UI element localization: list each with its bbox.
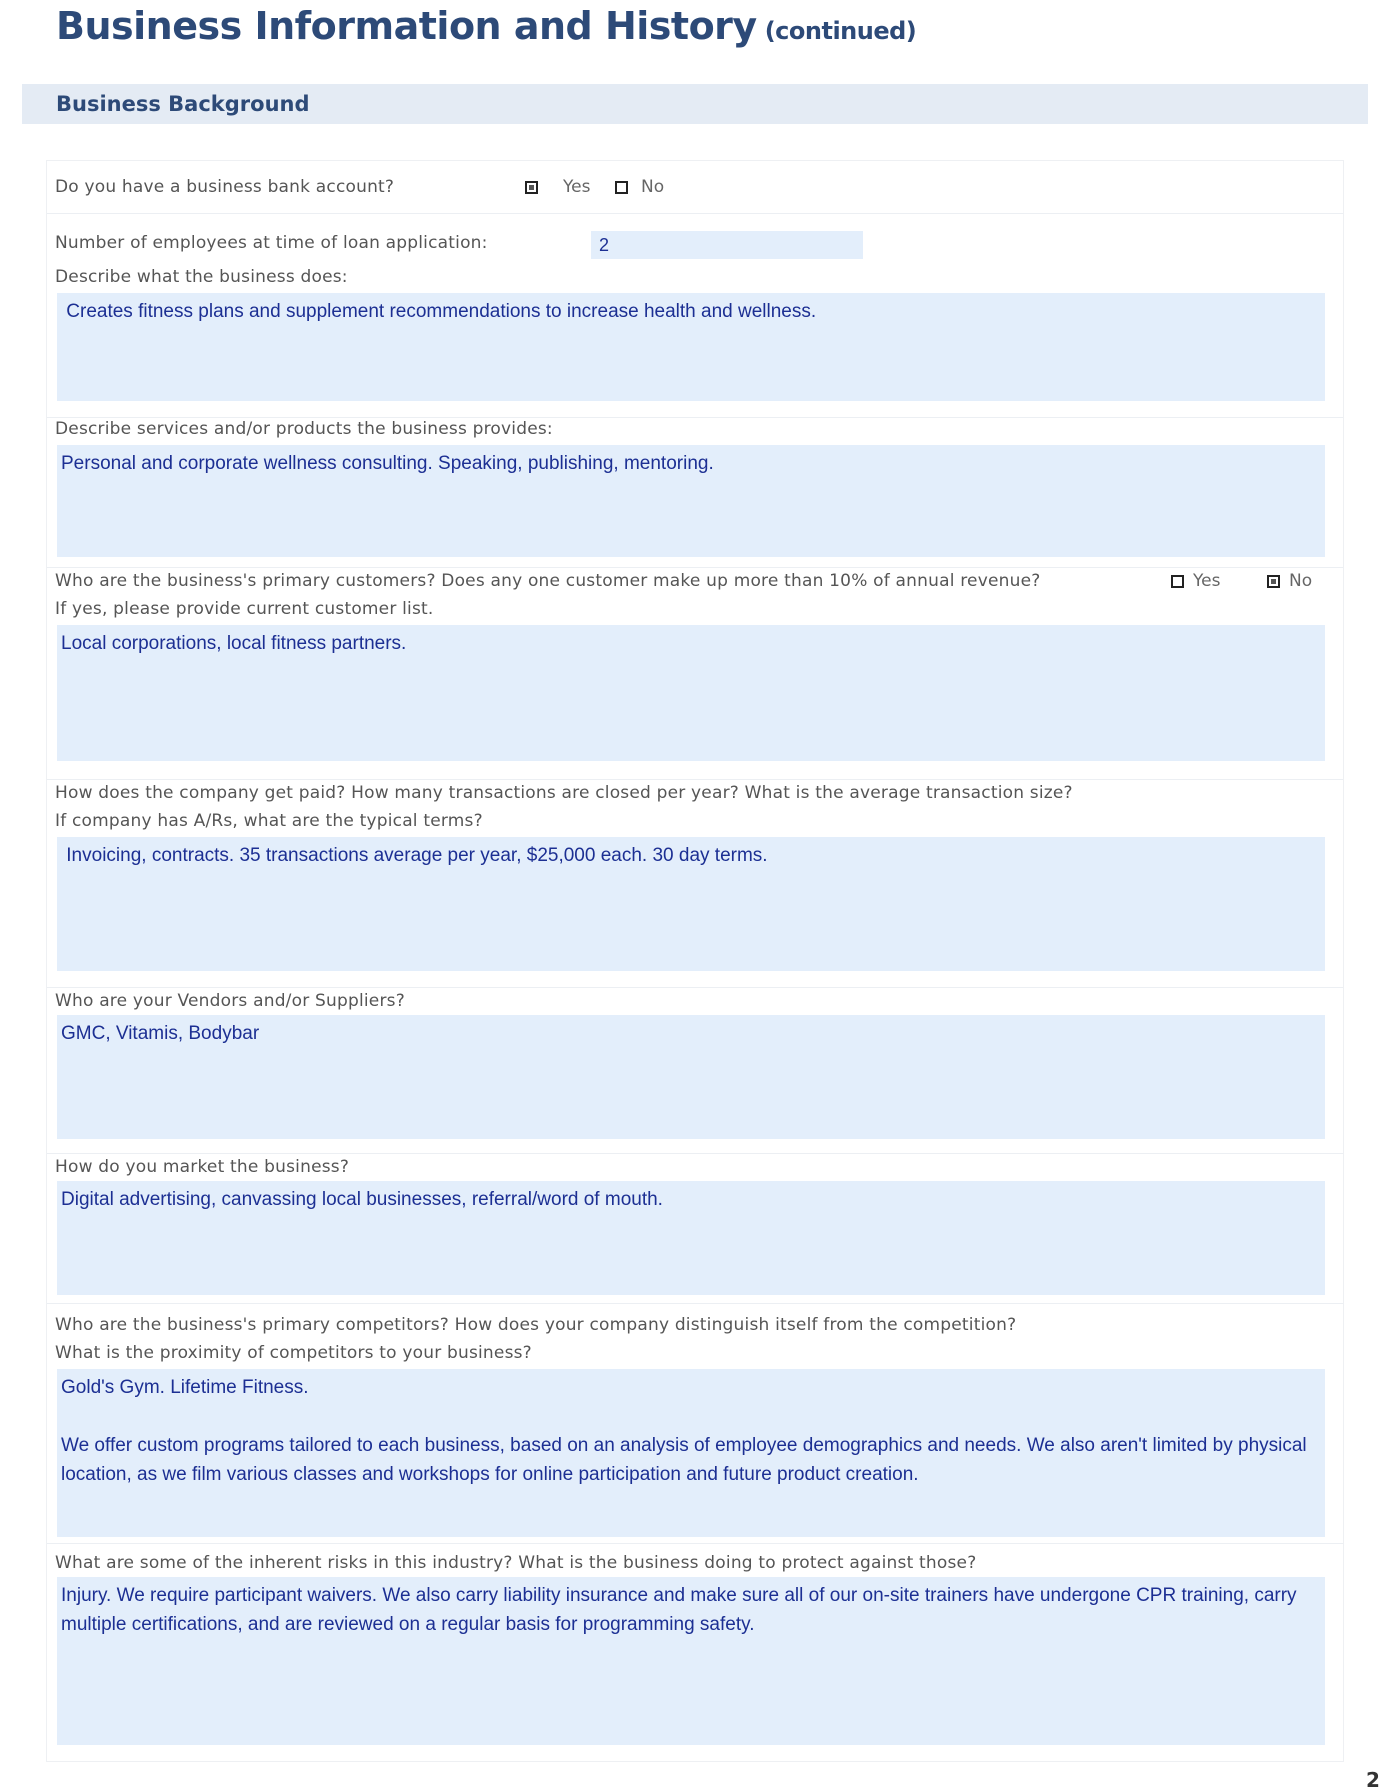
- services-question: Describe services and/or products the business provides:: [55, 419, 553, 439]
- risks-field[interactable]: Injury. We require participant waivers. We also carry liability insurance and make sure all of our on-site trainers have undergone CPR training, carry multiple certifications, and are reviewed on a regular basis for programming safety.: [57, 1577, 1325, 1745]
- vendors-question: Who are your Vendors and/or Suppliers?: [55, 991, 405, 1011]
- customers-yes-label: Yes: [1193, 571, 1221, 591]
- marketing-question: How do you market the business?: [55, 1157, 350, 1177]
- bank-account-no-checkbox[interactable]: [615, 181, 628, 194]
- competitors-question-line1: Who are the business's primary competitors? How does your company distinguish itself from the competition?: [55, 1315, 1017, 1335]
- bank-account-yes-checkbox[interactable]: [525, 181, 538, 194]
- bank-account-question: Do you have a business bank account?: [55, 177, 395, 197]
- marketing-field[interactable]: Digital advertising, canvassing local businesses, referral/word of mouth.: [57, 1181, 1325, 1295]
- bank-account-no-label: No: [641, 177, 665, 197]
- business-background-form: [46, 160, 1344, 1762]
- services-field[interactable]: Personal and corporate wellness consulting. Speaking, publishing, mentoring.: [57, 445, 1325, 557]
- risks-row: [47, 1549, 1343, 1757]
- risks-question: What are some of the inherent risks in this industry? What is the business doing to protect against those?: [55, 1553, 977, 1573]
- vendors-field[interactable]: GMC, Vitamis, Bodybar: [57, 1015, 1325, 1139]
- customers-question-line2: If yes, please provide current customer list.: [55, 599, 434, 619]
- page-title-suffix: (continued): [764, 17, 917, 45]
- employees-input[interactable]: 2: [591, 231, 863, 259]
- customers-question-line1: Who are the business's primary customers? Does any one customer make up more than 10% of annual revenue?: [55, 571, 1041, 591]
- payment-field[interactable]: Invoicing, contracts. 35 transactions average per year, $25,000 each. 30 day terms.: [57, 837, 1325, 971]
- page-title-text: Business Information and History: [56, 4, 757, 48]
- customers-field[interactable]: Local corporations, local fitness partners.: [57, 625, 1325, 761]
- section-header: [22, 84, 1368, 124]
- bank-account-row: [47, 161, 1343, 214]
- business-does-field[interactable]: Creates fitness plans and supplement recommendations to increase health and wellness.: [57, 293, 1325, 401]
- payment-question-line1: How does the company get paid? How many transactions are closed per year? What is the average transaction size?: [55, 783, 1073, 803]
- business-does-row: [47, 267, 1343, 418]
- employees-question: Number of employees at time of loan application:: [55, 233, 488, 253]
- bank-account-yes-label: Yes: [563, 177, 591, 197]
- competitors-row: [47, 1311, 1343, 1544]
- page-title: [56, 4, 916, 48]
- business-does-question: Describe what the business does:: [55, 267, 348, 287]
- page-number: 2: [1366, 1768, 1380, 1792]
- customers-no-label: No: [1289, 571, 1313, 591]
- marketing-row: [47, 1153, 1343, 1304]
- section-title: Business Background: [56, 92, 310, 116]
- competitors-field[interactable]: Gold's Gym. Lifetime Fitness. We offer custom programs tailored to each business, based on an analysis of employee demographics and needs. We also aren't limited by physical location, as we film various classes and workshops for online participation and future product creation.: [57, 1369, 1325, 1537]
- services-row: [47, 417, 1343, 568]
- competitors-question-line2: What is the proximity of competitors to your business?: [55, 1343, 532, 1363]
- payment-row: [47, 779, 1343, 988]
- customers-no-checkbox[interactable]: [1267, 575, 1280, 588]
- customers-yes-checkbox[interactable]: [1171, 575, 1184, 588]
- payment-question-line2: If company has A/Rs, what are the typical terms?: [55, 811, 483, 831]
- customers-row: [47, 567, 1343, 780]
- vendors-row: [47, 987, 1343, 1154]
